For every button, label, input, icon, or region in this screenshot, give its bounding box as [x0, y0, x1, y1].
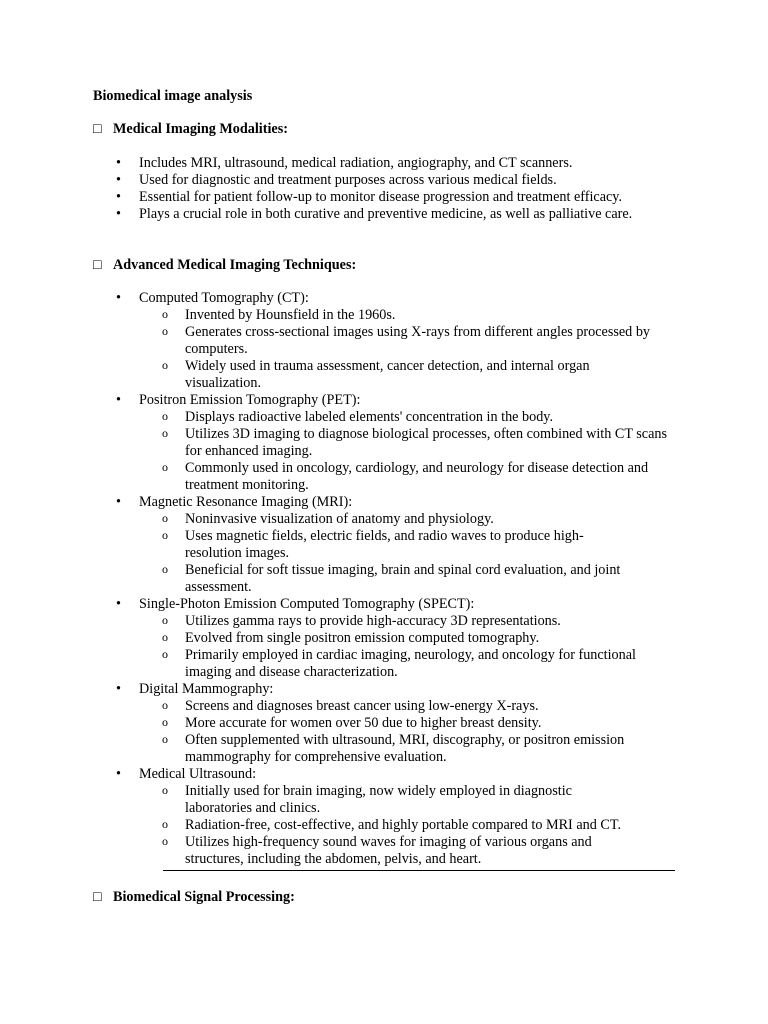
- bullet-icon: •: [116, 766, 121, 782]
- horizontal-rule: [163, 870, 675, 871]
- list-item: [0, 189, 679, 206]
- bullet-icon: •: [116, 189, 121, 205]
- sub-list-item-text: Widely used in trauma assessment, cancer detection, and internal organ visualization.: [185, 358, 590, 391]
- sub-list-item-text: More accurate for women over 50 due to higher breast density.: [185, 715, 542, 731]
- sub-list-item-text: Uses magnetic fields, electric fields, and radio waves to produce high-resolution images.: [185, 528, 584, 561]
- list-item: [0, 596, 679, 681]
- sub-list-item-text: Screens and diagnoses breast cancer using low-energy X-rays.: [185, 698, 539, 714]
- bullet-icon: •: [116, 155, 121, 171]
- list-item-text: Includes MRI, ultrasound, medical radiation, angiography, and CT scanners.: [139, 155, 573, 171]
- list-item: [0, 206, 649, 223]
- sub-list-item-text: Commonly used in oncology, cardiology, and neurology for disease detection and treatment monitoring.: [185, 460, 649, 493]
- sub-list-item-text: Displays radioactive labeled elements' concentration in the body.: [185, 409, 554, 425]
- sub-bullet-icon: o: [162, 562, 168, 576]
- bullet-icon: •: [116, 172, 121, 188]
- section-heading-text: Biomedical Signal Processing:: [113, 889, 295, 905]
- sub-bullet-icon: o: [162, 630, 168, 644]
- section-heading-advanced: [93, 257, 356, 274]
- sub-bullet-icon: o: [162, 732, 168, 746]
- sub-list: [139, 409, 679, 494]
- sub-list-item-text: Utilizes gamma rays to provide high-accuracy 3D representations.: [185, 613, 561, 629]
- sub-list-item-text: Generates cross-sectional images using X-rays from different angles processed by computers.: [185, 324, 651, 357]
- list-item-text: Medical Ultrasound:: [139, 766, 257, 782]
- list-item: [0, 290, 679, 392]
- sub-list-item: [0, 630, 675, 647]
- sub-list-item: [0, 358, 645, 392]
- sub-list: [139, 783, 679, 868]
- sub-list: [139, 511, 679, 596]
- sub-bullet-icon: o: [162, 834, 168, 848]
- sub-bullet-icon: o: [162, 409, 168, 423]
- sub-list-item: [0, 732, 675, 766]
- sub-list-item-text: Initially used for brain imaging, now widely employed in diagnostic laboratories and clinics.: [185, 783, 572, 816]
- sub-list-item: [0, 834, 645, 868]
- sub-list-item: [0, 307, 675, 324]
- sub-bullet-icon: o: [162, 783, 168, 797]
- sub-bullet-icon: o: [162, 817, 168, 831]
- sub-list-item: [0, 647, 645, 681]
- sub-list: [139, 307, 679, 392]
- sub-list-item: [0, 426, 675, 460]
- sub-bullet-icon: o: [162, 613, 168, 627]
- sub-bullet-icon: o: [162, 358, 168, 372]
- sub-bullet-icon: o: [162, 715, 168, 729]
- sub-list: [139, 698, 679, 766]
- sub-list-item: [0, 528, 625, 562]
- list-item: [0, 681, 679, 766]
- list-item-text: Plays a crucial role in both curative and preventive medicine, as well as palliative care.: [139, 206, 633, 222]
- sub-bullet-icon: o: [162, 528, 168, 542]
- sub-bullet-icon: o: [162, 698, 168, 712]
- sub-list-item-text: Primarily employed in cardiac imaging, neurology, and oncology for functional imaging and disease characterization.: [185, 647, 636, 680]
- checkbox-icon: □: [93, 121, 102, 137]
- document-title: Biomedical image analysis: [93, 88, 253, 104]
- list-item-text: Digital Mammography:: [139, 681, 274, 697]
- sub-list-item: [0, 511, 675, 528]
- sub-list-item-text: Radiation-free, cost-effective, and highly portable compared to MRI and CT.: [185, 817, 621, 833]
- list-item-text: Essential for patient follow-up to monitor disease progression and treatment efficacy.: [139, 189, 623, 205]
- checkbox-icon: □: [93, 889, 102, 905]
- sub-bullet-icon: o: [162, 307, 168, 321]
- sub-list-item-text: Evolved from single positron emission computed tomography.: [185, 630, 540, 646]
- bullet-icon: •: [116, 290, 121, 306]
- sub-list-item: [0, 817, 675, 834]
- sub-bullet-icon: o: [162, 460, 168, 474]
- sub-bullet-icon: o: [162, 324, 168, 338]
- sub-list-item: [0, 613, 675, 630]
- bullet-icon: •: [116, 206, 121, 222]
- sub-list-item-text: Often supplemented with ultrasound, MRI, discography, or positron emission mammography for comprehensive evaluation.: [185, 732, 625, 765]
- list-item: [0, 172, 679, 189]
- list-item: [0, 392, 679, 494]
- sub-list-item: [0, 715, 675, 732]
- sub-bullet-icon: o: [162, 426, 168, 440]
- list-item-text: Positron Emission Tomography (PET):: [139, 392, 361, 408]
- sub-list-item: [0, 460, 675, 494]
- list-item: [0, 766, 679, 868]
- section-heading-signal: [93, 889, 295, 906]
- sub-list-item: [0, 324, 675, 358]
- sub-list-item: [0, 783, 625, 817]
- sub-list-item-text: Invented by Hounsfield in the 1960s.: [185, 307, 396, 323]
- sub-list-item-text: Utilizes high-frequency sound waves for imaging of various organs and structures, including the abdomen, pelvis, and heart.: [185, 834, 592, 867]
- bullet-icon: •: [116, 392, 121, 408]
- bullet-icon: •: [116, 596, 121, 612]
- sub-list-item-text: Noninvasive visualization of anatomy and physiology.: [185, 511, 494, 527]
- section-heading-text: Advanced Medical Imaging Techniques:: [113, 257, 357, 273]
- sub-list-item-text: Utilizes 3D imaging to diagnose biological processes, often combined with CT scans for enhanced imaging.: [185, 426, 668, 459]
- section-heading-text: Medical Imaging Modalities:: [113, 121, 288, 137]
- sub-bullet-icon: o: [162, 647, 168, 661]
- sub-list-item-text: Beneficial for soft tissue imaging, brain and spinal cord evaluation, and joint assessment.: [185, 562, 621, 595]
- list-item-text: Computed Tomography (CT):: [139, 290, 309, 306]
- section-heading-modalities: [93, 121, 288, 138]
- list-item-text: Magnetic Resonance Imaging (MRI):: [139, 494, 353, 510]
- list-item-text: Used for diagnostic and treatment purposes across various medical fields.: [139, 172, 557, 188]
- sub-list: [139, 613, 679, 681]
- techniques-list: [0, 290, 768, 868]
- list-item-text: Single-Photon Emission Computed Tomography (SPECT):: [139, 596, 475, 612]
- sub-list-item: [0, 562, 675, 596]
- sub-bullet-icon: o: [162, 511, 168, 525]
- sub-list-item: [0, 698, 675, 715]
- bullet-icon: •: [116, 494, 121, 510]
- list-item: [0, 155, 679, 172]
- sub-list-item: [0, 409, 675, 426]
- bullet-icon: •: [116, 681, 121, 697]
- list-item: [0, 494, 679, 596]
- modalities-list: [0, 155, 768, 223]
- checkbox-icon: □: [93, 257, 102, 273]
